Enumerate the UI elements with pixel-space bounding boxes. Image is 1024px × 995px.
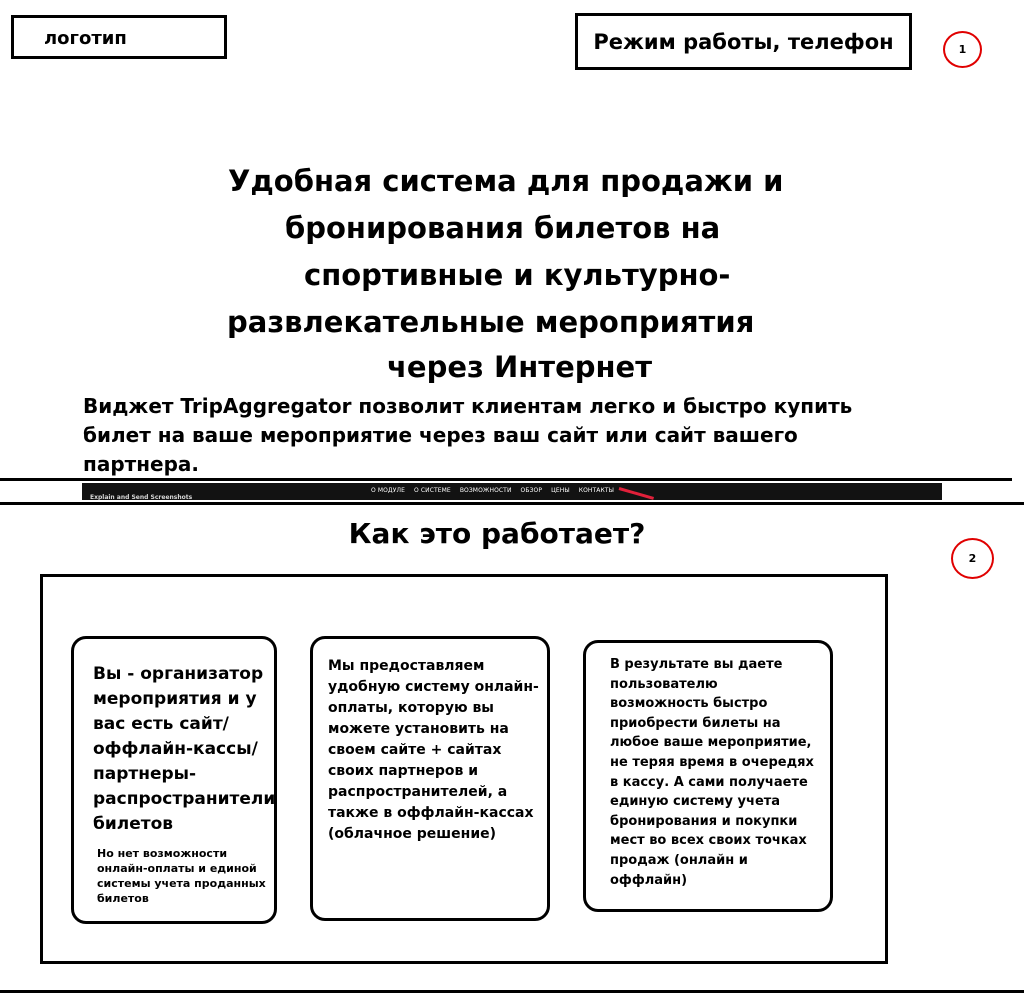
card-result-text — [610, 655, 830, 890]
card-solution-line: оплаты, которую вы — [328, 700, 494, 716]
card-solution-line: (облачное решение) — [328, 826, 497, 842]
divider-page-bottom — [0, 990, 1024, 993]
card-result-line: бронирования и покупки — [610, 813, 798, 829]
card-result-line: любое ваше мероприятие, — [610, 735, 812, 751]
card-organizer-note — [97, 846, 273, 906]
card-result-line: не теряя время в очередях — [610, 754, 814, 770]
annotation-marker-1 — [943, 31, 982, 68]
hours-phone-label: Режим работы, телефон — [593, 29, 894, 54]
card-organizer-line: партнеры- — [93, 764, 197, 784]
card-organizer-note-line: билетов — [97, 892, 149, 905]
nav-item-features[interactable]: ВОЗМОЖНОСТИ — [459, 487, 512, 494]
card-result-line: мест во всех своих точках — [610, 833, 807, 849]
card-organizer-line: мероприятия и у — [93, 689, 257, 709]
hero-subtitle-line-3: партнера. — [83, 452, 200, 476]
divider-top — [0, 478, 1012, 481]
hero-subtitle-line-2: билет на ваше мероприятие через ваш сайт или сайт вашего — [83, 423, 798, 447]
card-result-line: приобрести билеты на — [610, 715, 781, 731]
card-organizer-line: билетов — [93, 814, 174, 834]
card-result-line: единую систему учета — [610, 794, 781, 810]
card-organizer-line: оффлайн-кассы/ — [93, 739, 258, 759]
nav-item-contacts[interactable]: КОНТАКТЫ — [578, 487, 615, 494]
section-title: Как это работает? — [348, 517, 646, 550]
annotation-marker-2 — [951, 538, 994, 579]
logo-label: логотип — [44, 28, 127, 49]
hours-phone-box — [575, 13, 912, 70]
card-result-line: возможность быстро — [610, 696, 768, 712]
logo-placeholder[interactable] — [11, 15, 227, 59]
card-organizer-note-line: Но нет возможности — [97, 847, 228, 860]
hero-title-line-3: спортивные и культурно- — [304, 258, 731, 292]
card-organizer — [71, 636, 277, 924]
navbar-caption: Explain and Send Screenshots — [90, 494, 193, 500]
hero-title-line-2: бронирования билетов на — [285, 211, 721, 245]
annotation-marker-1-label: 1 — [958, 43, 967, 56]
card-organizer-line: вас есть сайт/ — [93, 714, 229, 734]
card-organizer-line: распространители — [93, 789, 276, 809]
card-solution — [310, 636, 550, 921]
card-solution-line: удобную систему онлайн- — [328, 679, 539, 695]
hero-title-line-5: через Интернет — [387, 350, 653, 384]
card-solution-line: своих партнеров и — [328, 763, 479, 779]
hero-subtitle-line-1: Виджет TripAggregator позволит клиентам легко и быстро купить — [83, 394, 853, 418]
hero-title-line-1: Удобная система для продажи и — [228, 164, 784, 198]
card-organizer-line: Вы - организатор — [93, 664, 264, 684]
navbar-screenshot — [82, 483, 942, 500]
card-solution-line: также в оффлайн-кассах — [328, 805, 534, 821]
nav-item-overview[interactable]: ОБЗОР — [520, 487, 543, 494]
nav-item-prices[interactable]: ЦЕНЫ — [551, 487, 570, 494]
hero-subtitle — [83, 392, 883, 480]
annotation-marker-2-label: 2 — [968, 552, 977, 565]
card-solution-line: Мы предоставляем — [328, 658, 485, 674]
nav-menu — [371, 487, 614, 494]
card-result-line: оффлайн) — [610, 872, 688, 888]
card-result-line: в кассу. А сами получаете — [610, 774, 808, 790]
divider-bottom — [0, 502, 1024, 505]
hero-title-line-4: развлекательные мероприятия — [227, 305, 755, 339]
card-result-line: пользователю — [610, 676, 718, 692]
red-annotation-stroke — [619, 487, 654, 500]
card-solution-line: распространителей, а — [328, 784, 508, 800]
card-organizer-note-line: системы учета проданных — [97, 877, 266, 890]
card-solution-text — [328, 656, 546, 845]
card-result-line: В результате вы даете — [610, 657, 783, 672]
nav-item-about-system[interactable]: О СИСТЕМЕ — [413, 487, 451, 494]
card-result — [583, 640, 833, 912]
nav-item-about-module[interactable]: О МОДУЛЕ — [371, 487, 405, 494]
card-organizer-main — [93, 662, 276, 837]
card-solution-line: своем сайте + сайтах — [328, 742, 502, 758]
card-solution-line: можете установить на — [328, 721, 509, 737]
card-organizer-note-line: онлайн-оплаты и единой — [97, 862, 257, 875]
card-result-line: продаж (онлайн и — [610, 852, 748, 868]
